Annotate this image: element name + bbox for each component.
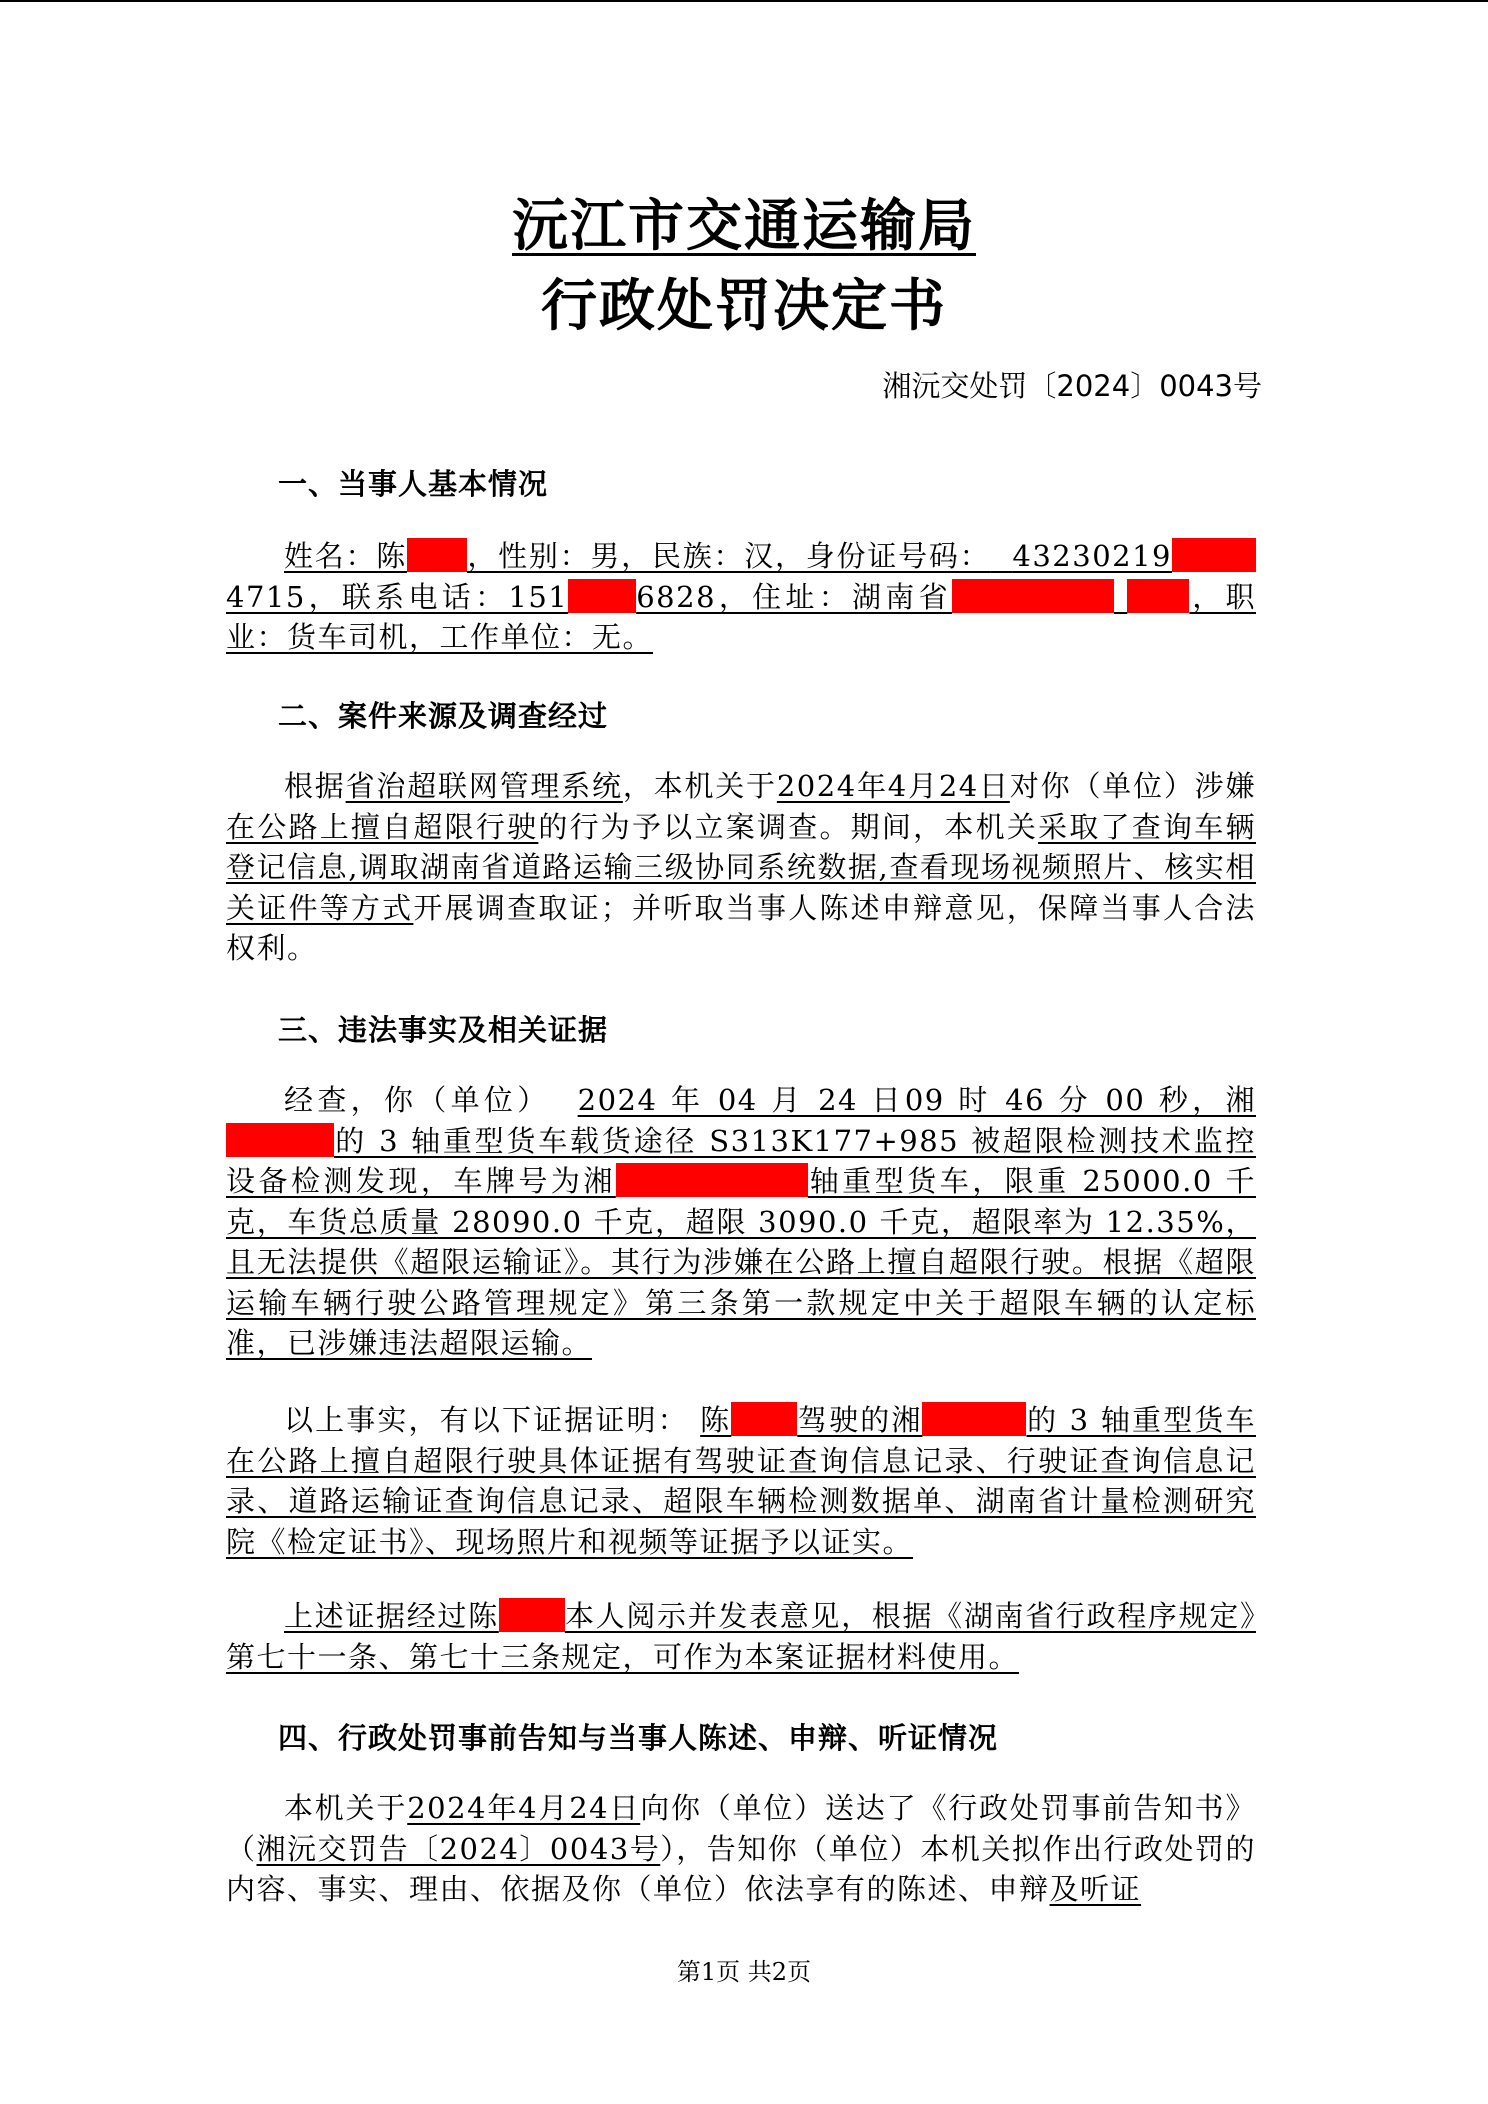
facts-paragraph: 经查，你（单位） 2024 年 04 月 24 日09 时 46 分 00 秒，湘 的 3 轴重型货车载货途径 S313K177+985 被超限检测技术监控设备检测发现，车牌号为湘 轴重型货车，限重 25000.0 千克，车货总质量 28090.0 千克，超限 3090.0 千克，超限率为 12.35%，且无法提供《超限运输证》。其行为涉嫌在公路上擅自超限行驶。根据《超限运输车辆行驶公路管理规定》第三条第一款规定中关于超限车辆的认定标准，已涉嫌违法超限运输。 — [226, 1083, 1256, 1360]
top-border — [0, 0, 1488, 2]
section-1-heading: 一、当事人基本情况 — [278, 467, 549, 501]
redaction-box — [499, 1598, 565, 1632]
prior-notice-paragraph: 本机关于2024年4月24日向你（单位）送达了《行政处罚事前告知书》（湘沅交罚告〔2024〕0043号），告知你（单位）本机关拟作出行政处罚的内容、事实、理由、依据及你（单位）依法享有的陈述、申辩及听证 — [226, 1791, 1256, 1906]
section-4-heading: 四、行政处罚事前告知与当事人陈述、申辩、听证情况 — [278, 1721, 999, 1755]
redaction-box — [952, 579, 1114, 613]
redaction-box — [1127, 579, 1189, 613]
agency-title: 沅江市交通运输局 — [512, 193, 976, 259]
redaction-box — [1172, 538, 1256, 572]
redaction-box — [731, 1402, 797, 1436]
document-number: 湘沅交处罚〔2024〕0043号 — [882, 369, 1262, 403]
evidence-paragraph: 以上事实，有以下证据证明： 陈 驾驶的湘 的 3 轴重型货车在公路上擅自超限行驶具体证据有驾驶证查询信息记录、行驶证查询信息记录、道路运输证查询信息记录、超限车辆检测数据单、湖南省计量检测研究院《检定证书》、现场照片和视频等证据予以证实。 — [226, 1403, 1256, 1559]
page-footer: 第1页 共2页 — [676, 1958, 812, 1986]
section-3-heading: 三、违法事实及相关证据 — [278, 1013, 609, 1047]
evidence-review-paragraph: 上述证据经过陈 本人阅示并发表意见，根据《湖南省行政程序规定》第七十一条、第七十三条规定，可作为本案证据材料使用。 — [226, 1599, 1256, 1674]
redaction-box — [407, 538, 467, 572]
redaction-box — [616, 1163, 722, 1197]
document-title: 行政处罚决定书 — [541, 273, 947, 339]
redaction-box — [722, 1163, 808, 1197]
section-2-heading: 二、案件来源及调查经过 — [278, 699, 609, 733]
redaction-box — [922, 1402, 1026, 1436]
party-info-paragraph: 姓名：陈 ，性别：男，民族：汉，身份证号码： 432302194715，联系电话：151 6828，住址：湖南省 ，职业：货车司机，工作单位：无。 — [226, 539, 1256, 654]
redaction-box — [226, 1123, 334, 1157]
redaction-box — [568, 579, 636, 613]
case-source-paragraph: 根据省治超联网管理系统，本机关于2024年4月24日对你（单位）涉嫌在公路上擅自超限行驶的行为予以立案调查。期间，本机关采取了查询车辆登记信息,调取湖南省道路运输三级协同系统数据,查看现场视频照片、核实相关证件等方式开展调查取证；并听取当事人陈述申辩意见，保障当事人合法权利。 — [226, 769, 1256, 965]
